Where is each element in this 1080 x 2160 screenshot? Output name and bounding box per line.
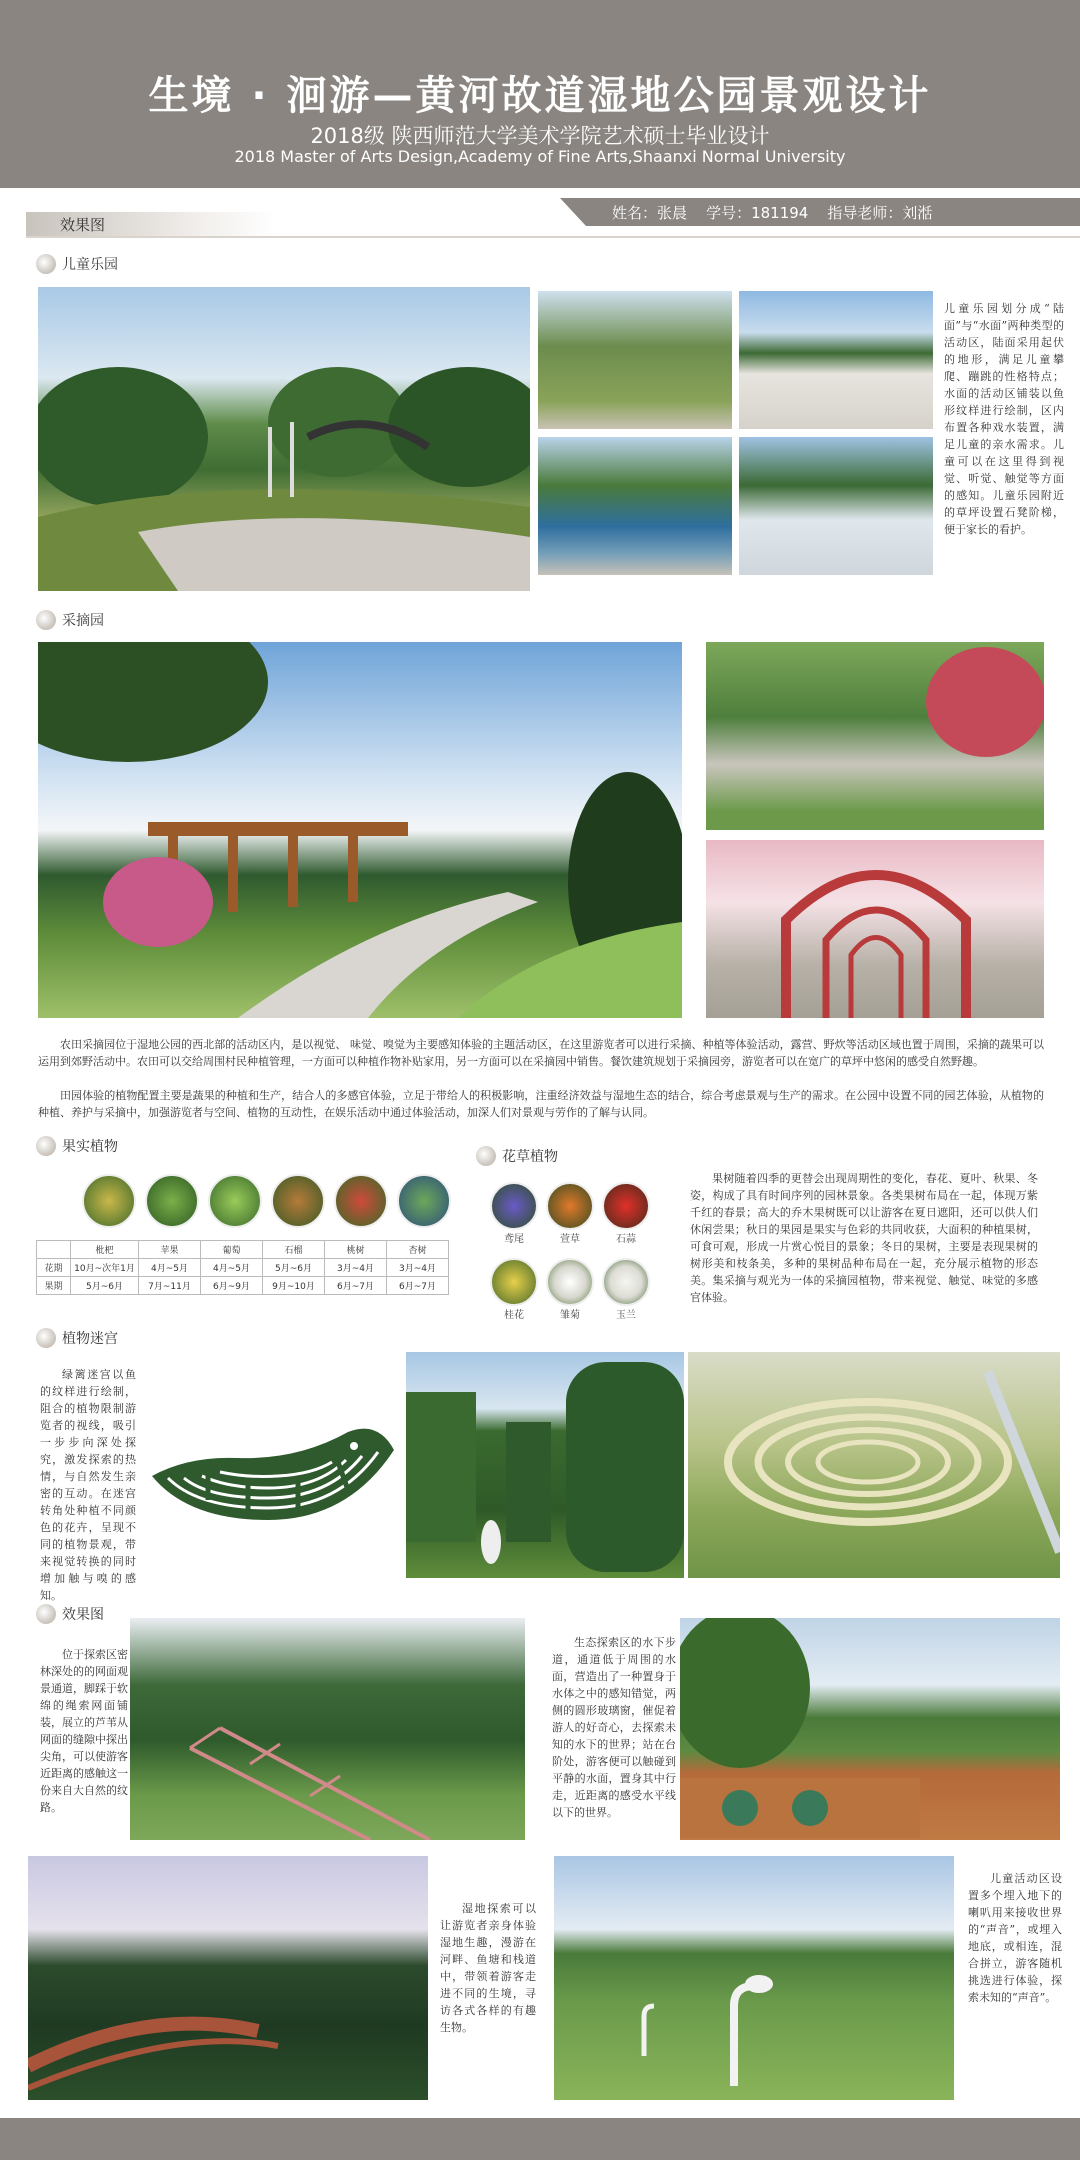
photo-children-park-5 [739, 437, 933, 575]
table-cell: 3月~4月 [325, 1259, 387, 1277]
section-label: 植物迷宫 [62, 1331, 118, 1347]
text-effects-1: 位于探索区密林深处的的网面观景通道，脚踩于软绵的绳索网面铺装，展立的芦苇从网面的缝隙中探出尖角，可以使游客近距离的感触这一份来自大自然的纹路。 [40, 1648, 128, 1814]
section-heading-maze [36, 1328, 118, 1348]
text-picking-p2: 田园体验的植物配置主要是蔬果的种植和生产，结合人的多感官体验，立足于带给人的积极影响，注重经济效益与湿地生态的结合，综合考虑景观与生产的需求。在公园中设置不同的园艺体验，从植物的种植、养护与采摘中，加强游览者与空间、植物的互动性，在娱乐活动中通过体验活动，加深人们对景观与劳作的了解与认同。 [38, 1089, 1044, 1119]
bullet-icon [36, 610, 56, 630]
fruit-photo-row [82, 1174, 451, 1228]
photo-effects-2 [680, 1618, 1060, 1840]
bullet-icon [36, 1604, 56, 1624]
section-label: 花草植物 [502, 1149, 558, 1165]
flower-label: 雏菊 [560, 1310, 580, 1321]
photo-effects-4 [554, 1856, 954, 2100]
flower-item [490, 1258, 538, 1321]
footer-banner [0, 2118, 1080, 2160]
flower-label: 玉兰 [616, 1310, 636, 1321]
flower-photo [602, 1182, 650, 1230]
photo-children-park-2 [538, 291, 732, 429]
text-children-park: 儿童乐园划分成“陆面”与“水面”两种类型的活动区，陆面采用起伏的地形，满足儿童攀爬、蹦跳的性格特点；水面的活动区铺装以鱼形纹样进行绘制，区内布置各种戏水装置，满足儿童的亲水需求。儿童可以在这里得到视觉、听觉、触觉等方面的感知。儿童乐园附近的草坪设置石凳阶梯，便于家长的看护。 [944, 302, 1064, 536]
table-row [37, 1277, 449, 1295]
flower-photo [490, 1182, 538, 1230]
flower-label: 鸢尾 [504, 1234, 524, 1245]
subtitle-chinese: 2018级 陕西师范大学美术学院艺术硕士毕业设计 [310, 124, 770, 148]
flower-label: 桂花 [504, 1310, 524, 1321]
section-heading-flower-plants [476, 1146, 558, 1166]
table-header: 葡萄 [201, 1241, 263, 1259]
table-cell: 6月~7月 [325, 1277, 387, 1295]
photo-picking-garden-3 [706, 840, 1044, 1018]
maze-plan-diagram [148, 1410, 400, 1532]
text-flowers: 果树随着四季的更替会出现周期性的变化，春花、夏叶、秋果、冬姿，构成了具有时间序列的园林景象。各类果树布局在一起，体现万紫千红的春景；高大的乔木果树既可以让游客在夏日遮阳，还可以供人们休闲尝果；秋日的果园是果实与色彩的共同收获，大面积的种植果树，可食可观，形成一片赏心悦目的景象；冬日的果树，主要是表现果树的树形美和枝条美，多种的果树品种布局在一起，充分展示植物的形态美。集采摘与观光为一体的采摘园植物，带来视觉、触觉、味觉的多感官体验。 [690, 1172, 1038, 1304]
table-header: 石榴 [263, 1241, 325, 1259]
subtitle-english: 2018 Master of Arts Design,Academy of Fine Arts,Shaanxi Normal University [234, 147, 846, 166]
section-heading-picking-garden [36, 610, 104, 630]
flower-label: 萱草 [560, 1234, 580, 1245]
fruit-photo-peach [334, 1174, 388, 1228]
flower-row-2 [490, 1258, 650, 1321]
flower-photo [602, 1258, 650, 1306]
photo-picking-garden-main [38, 642, 682, 1018]
photo-children-park-3 [739, 291, 933, 429]
table-row [37, 1259, 449, 1277]
fruit-table [36, 1240, 449, 1295]
flower-item [546, 1182, 594, 1245]
table-corner [37, 1241, 71, 1259]
fruit-photo-loquat [82, 1174, 136, 1228]
table-cell: 7月~11月 [139, 1277, 201, 1295]
table-header: 枇杷 [71, 1241, 139, 1259]
divider [26, 236, 1080, 238]
section-heading-effects [36, 1604, 104, 1624]
table-cell: 6月~7月 [387, 1277, 449, 1295]
text-effects-3: 湿地探索可以让游览者亲身体验湿地生趣，漫游在河畔、鱼塘和栈道中，带领着游客走进不同的生境，寻访各式各样的有趣生物。 [440, 1902, 536, 2034]
student-info: 姓名：张晨 学号：181194 指导老师：刘湉 [612, 204, 933, 222]
photo-picking-garden-2 [706, 642, 1044, 830]
photo-maze-aerial [688, 1352, 1060, 1578]
section-label: 效果图 [62, 1607, 104, 1623]
section-heading-fruit-plants [36, 1136, 118, 1156]
section-label: 果实植物 [62, 1139, 118, 1155]
flower-row-1 [490, 1182, 650, 1245]
bullet-icon [36, 254, 56, 274]
flower-item [602, 1258, 650, 1321]
table-cell: 6月~9月 [201, 1277, 263, 1295]
text-effects-2: 生态探索区的水下步道，通道低于周围的水面，营造出了一种置身于水体之中的感知错觉，两侧的圆形玻璃窗，催促着游人的好奇心，去探索未知的水下的世界；站在台阶处，游客便可以触碰到平静的水面，置身其中行走，近距离的感受水平线以下的世界。 [552, 1636, 676, 1819]
fruit-photo-apricot [397, 1174, 451, 1228]
table-row-label: 花期 [37, 1259, 71, 1277]
fruit-photo-grape [208, 1174, 262, 1228]
photo-effects-1 [130, 1618, 525, 1840]
table-cell: 4月~5月 [139, 1259, 201, 1277]
flower-label: 石蒜 [616, 1234, 636, 1245]
photo-effects-3 [28, 1856, 428, 2100]
flower-photo [490, 1258, 538, 1306]
flower-photo [546, 1258, 594, 1306]
table-cell: 10月~次年1月 [71, 1259, 139, 1277]
fruit-table-container [36, 1240, 449, 1295]
flower-item [546, 1258, 594, 1321]
fruit-photo-pomegranate [271, 1174, 325, 1228]
bullet-icon [476, 1146, 496, 1166]
flower-photo [546, 1182, 594, 1230]
flower-item [602, 1182, 650, 1245]
text-effects-4: 儿童活动区设置多个埋入地下的喇叭用来接收世界的“声音”，或埋入地底，或相连，混合拼立，游客随机挑选进行体验，探索未知的“声音”。 [968, 1872, 1062, 2004]
flower-item [490, 1182, 538, 1245]
table-header: 杏树 [387, 1241, 449, 1259]
table-cell: 5月~6月 [263, 1259, 325, 1277]
table-header: 苹果 [139, 1241, 201, 1259]
text-maze: 绿篱迷宫以鱼的纹样进行绘制，阻合的植物限制游览者的视线，吸引一步步向深处探究，激发探索的热情，与自然发生亲密的互动。在迷宫转角处种植不同颜色的花卉，呈现不同的植物景观，带来视觉转换的同时增加触与嗅的感知。 [40, 1368, 136, 1602]
bullet-icon [36, 1136, 56, 1156]
bullet-icon [36, 1328, 56, 1348]
section-label: 儿童乐园 [62, 257, 118, 273]
table-header: 桃树 [325, 1241, 387, 1259]
fruit-photo-apple [145, 1174, 199, 1228]
table-cell: 3月~4月 [387, 1259, 449, 1277]
table-row-label: 果期 [37, 1277, 71, 1295]
table-header-row [37, 1241, 449, 1259]
table-cell: 5月~6月 [71, 1277, 139, 1295]
section-label: 采摘园 [62, 613, 104, 629]
effect-bar-label: 效果图 [60, 216, 106, 234]
table-cell: 4月~5月 [201, 1259, 263, 1277]
text-picking-p1: 农田采摘园位于湿地公园的西北部的活动区内，是以视觉、 味觉、嗅觉为主要感知体验的主题活动区，在这里游览者可以进行采摘、种植等体验活动，露营、野炊等活动区域也置于周围，采摘的蔬果可以运用到郊野活动中。农田可以交给周围村民种植管理，一方面可以种植作物补贴家用，另一方面可以在采摘园中销售。餐饮建筑规划于采摘园旁，游览者可以在宽广的草坪中悠闲的感受自然野趣。 [38, 1038, 1044, 1068]
section-heading-children-park [36, 254, 118, 274]
table-cell: 9月~10月 [263, 1277, 325, 1295]
photo-children-park-main [38, 287, 530, 591]
photo-children-park-4 [538, 437, 732, 575]
page-title: 生境 · 洄游—黄河故道湿地公园景观设计 [148, 73, 932, 119]
photo-maze-hedge [406, 1352, 684, 1578]
